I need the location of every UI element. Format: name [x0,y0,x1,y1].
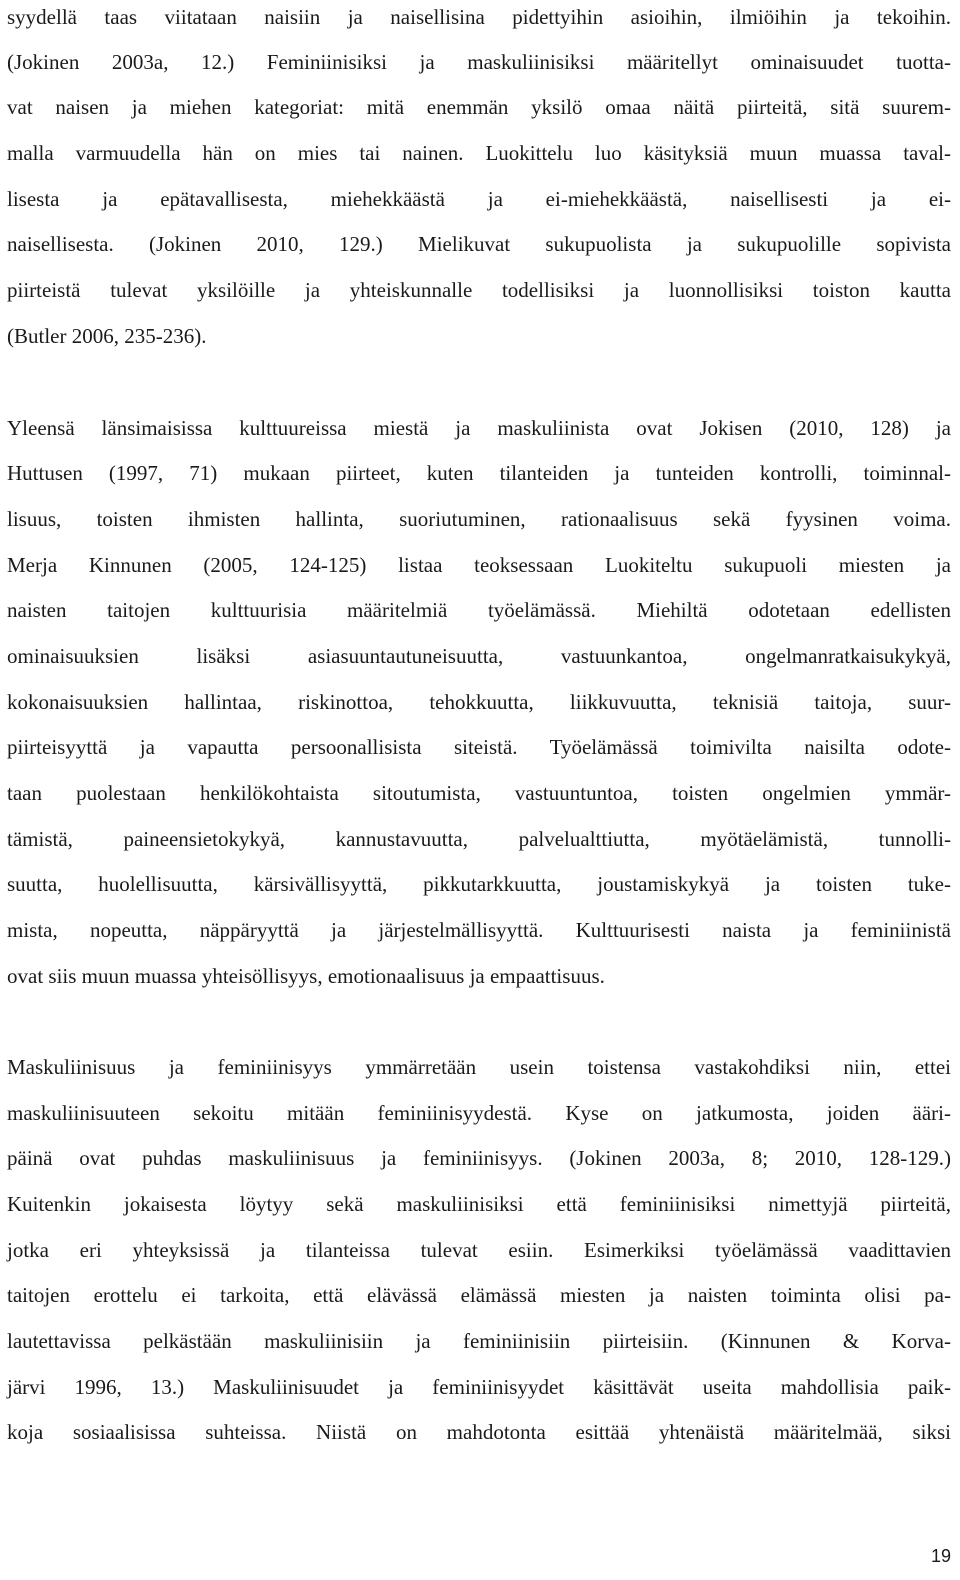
text-line: järvi 1996, 13.) Maskuliinisuudet ja feminiinisyydet käsittävät useita mahdollisia paik- [7,1375,951,1399]
text-line: Huttusen (1997, 71) mukaan piirteet, kuten tilanteiden ja tunteiden kontrolli, toiminnal- [7,461,951,485]
text-line: koja sosiaalisissa suhteissa. Niistä on mahdotonta esittää yhtenäistä määritelmää, siksi [7,1420,951,1444]
text-line: päinä ovat puhdas maskuliinisuus ja feminiinisyys. (Jokinen 2003a, 8; 2010, 128-129.) [7,1146,951,1170]
text-line: naisellisesta. (Jokinen 2010, 129.) Mielikuvat sukupuolista ja sukupuolille sopivista [7,232,951,256]
text-line: lisesta ja epätavallisesta, miehekkäästä ja ei-miehekkäästä, naisellisesti ja ei- [7,187,951,211]
text-line: Merja Kinnunen (2005, 124-125) listaa teoksessaan Luokiteltu sukupuoli miesten ja [7,553,951,577]
text-line: lisuus, toisten ihmisten hallinta, suoriutuminen, rationaalisuus sekä fyysinen voima. [7,507,951,531]
text-line: piirteistä tulevat yksilöille ja yhteiskunnalle todellisiksi ja luonnollisiksi toiston kautta [7,278,951,302]
text-line: Maskuliinisuus ja feminiinisyys ymmärretään usein toistensa vastakohdiksi niin, ettei [7,1055,951,1079]
text-line: Yleensä länsimaisissa kulttuureissa miestä ja maskuliinista ovat Jokisen (2010, 128) ja [7,416,951,440]
page-number: 19 [930,1546,951,1566]
text-line: ominaisuuksien lisäksi asiasuuntautuneisuutta, vastuunkantoa, ongelmanratkaisukykyä, [7,644,951,668]
text-line: Kuitenkin jokaisesta löytyy sekä maskuliinisiksi että feminiinisiksi nimettyjä piirteitä, [7,1192,951,1216]
text-line: maskuliinisuuteen sekoitu mitään feminiinisyydestä. Kyse on jatkumosta, joiden ääri- [7,1101,951,1125]
text-line: piirteisyyttä ja vapautta persoonallisista siteistä. Työelämässä toimivilta naisilta odote- [7,735,951,759]
text-line: ovat siis muun muassa yhteisöllisyys, emotionaalisuus ja empaattisuus. [7,964,605,988]
text-line: malla varmuudella hän on mies tai nainen. Luokittelu luo käsityksiä muun muassa taval- [7,141,951,165]
text-line: suutta, huolellisuutta, kärsivällisyyttä, pikkutarkkuutta, joustamiskykyä ja toisten tuke- [7,872,951,896]
text-line: (Butler 2006, 235-236). [7,324,207,348]
text-line: lautettavissa pelkästään maskuliinisiin ja feminiinisiin piirteisiin. (Kinnunen & Korva- [7,1329,951,1353]
text-line: kokonaisuuksien hallintaa, riskinottoa, tehokkuutta, liikkuvuutta, teknisiä taitoja, suur- [7,690,951,714]
text-line: taan puolestaan henkilökohtaista sitoutumista, vastuuntuntoa, toisten ongelmien ymmär- [7,781,951,805]
text-line: tämistä, paineensietokykyä, kannustavuutta, palvelualttiutta, myötäelämistä, tunnolli- [7,827,951,851]
text-line: taitojen erottelu ei tarkoita, että elävässä elämässä miesten ja naisten toiminta olisi pa- [7,1283,951,1307]
text-line: naisten taitojen kulttuurisia määritelmiä työelämässä. Miehiltä odotetaan edellisten [7,598,951,622]
text-line: vat naisen ja miehen kategoriat: mitä enemmän yksilö omaa näitä piirteitä, sitä suurem- [7,95,951,119]
text-line: mista, nopeutta, näppäryyttä ja järjestelmällisyyttä. Kulttuurisesti naista ja feminiinistä [7,918,951,942]
text-line: (Jokinen 2003a, 12.) Feminiinisiksi ja maskuliinisiksi määritellyt ominaisuudet tuotta- [7,50,951,74]
text-line: syydellä taas viitataan naisiin ja naisellisina pidettyihin asioihin, ilmiöihin ja tekoihin. [7,5,951,29]
text-line: jotka eri yhteyksissä ja tilanteissa tulevat esiin. Esimerkiksi työelämässä vaadittavien [7,1238,951,1262]
